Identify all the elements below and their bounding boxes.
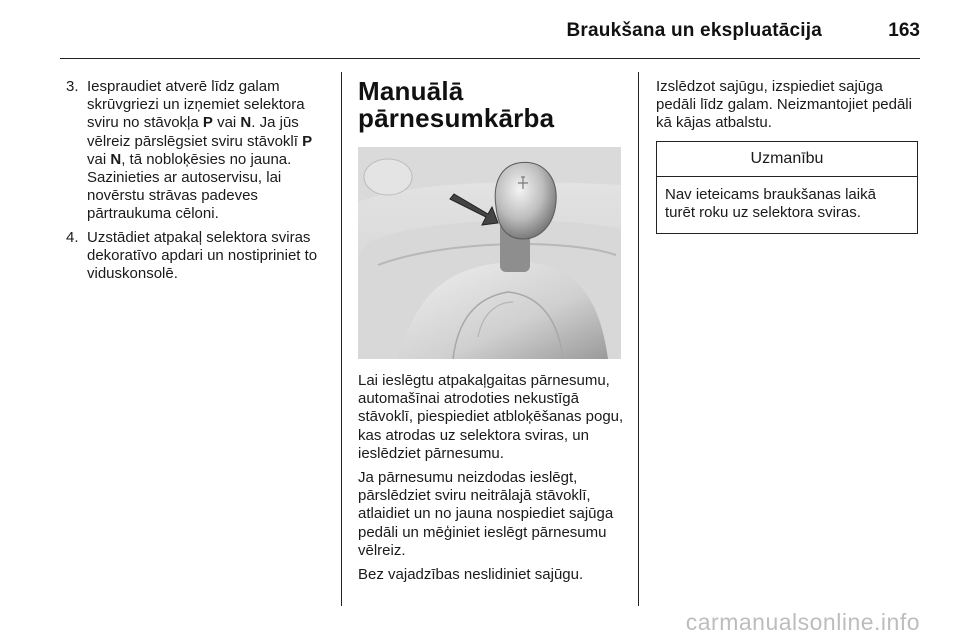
section-heading-line: Manuālā [358, 76, 464, 106]
running-header: Braukšana un ekspluatācija [566, 20, 822, 41]
gear-shift-knob-illustration [358, 147, 621, 359]
page-number: 163 [888, 20, 920, 41]
step-number: 3. [66, 78, 79, 95]
step-text: Uzstādiet atpakaļ selektora sviras dekoratīvo apdari un nostipriniet to viduskonsolē. [87, 228, 318, 283]
paragraph: Bez vajadzības neslidiniet sajūgu. [358, 566, 584, 584]
step-text [87, 78, 328, 224]
section-heading [358, 78, 626, 132]
step-3 [66, 78, 328, 224]
step-text-part: vai [87, 150, 111, 168]
watermark: carmanualsonline.info [685, 609, 920, 635]
step-text-part: vai [212, 114, 241, 132]
position-n: N [110, 150, 122, 168]
step-text-part: Iespraudiet atverē līdz galam skrūvgriezi un izņemiet selektora sviru no stāvokļa [87, 78, 305, 132]
caution-box [656, 141, 918, 235]
left-column [66, 78, 328, 288]
step-number: 4. [66, 228, 79, 246]
column-divider-left [341, 72, 342, 606]
clutch-instructions: Izslēdzot sajūgu, izspiediet sajūga pedāli līdz galam. Neizmantojiet pedāli kā kājas atbalstu. [656, 78, 912, 132]
right-column [656, 78, 918, 234]
step-text-part: , tā nobloķēsies no jauna. Sazinieties ar autoservisu, lai novērstu strāvas padeves pārtraukuma cēloni. [87, 150, 292, 223]
position-p: P [202, 114, 213, 132]
caution-body: Nav ieteicams braukšanas laikā turēt roku uz selektora sviras. [665, 185, 876, 222]
paragraph: Lai ieslēgtu atpakaļgaitas pārnesumu, automašīnai atrodoties nekustīgā stāvoklī, piespiediet atbloķēšanas pogu, kas atrodas uz selektora sviras, un ieslēdziet pārnesumu. [358, 372, 624, 462]
caution-title: Uzmanību [657, 142, 917, 177]
step-text-part: . Ja jūs vēlreiz pārslēgsiet sviru stāvoklī [87, 114, 303, 150]
position-n: N [240, 114, 252, 132]
position-p: P [302, 132, 313, 150]
column-divider-right [638, 72, 639, 606]
middle-column [358, 78, 626, 590]
section-heading-line: pārnesumkārba [358, 103, 555, 133]
step-4 [66, 229, 328, 284]
paragraph: Ja pārnesumu neizdodas ieslēgt, pārslēdziet sviru neitrālajā stāvoklī, atlaidiet un no jauna nospiediet sajūga pedāli un mēģiniet ieslēgt pārnesumu vēlreiz. [358, 469, 614, 559]
header-rule [60, 58, 920, 59]
